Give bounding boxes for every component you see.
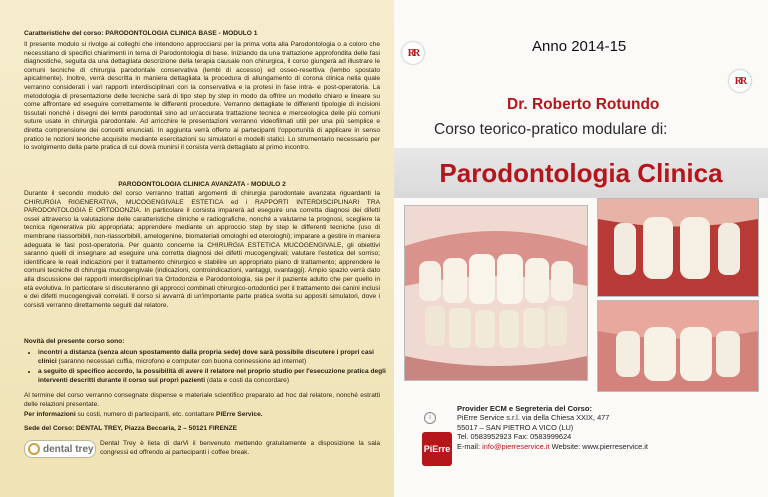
list-item: • a seguito di specifico accordo, la possibilità di avere il relatore nel proprio studio per l'esecuzione pratica degli interventi descritti durante il corso sui propri pazienti (data e costi da concordare)	[38, 368, 388, 385]
title-banner	[394, 148, 768, 198]
module2-heading: PARODONTOLOGIA CLINICA AVANZATA - MODULO 2	[118, 181, 286, 188]
list-item: • incontri a distanza (senza alcun spostamento dalla propria sede) dove sarà possibile discutere i propri casi clinici (saranno necessari cuffia, microfono e computer con buona connessione ad internet)	[38, 349, 388, 366]
doctor-name: Dr. Roberto Rotundo	[507, 96, 660, 113]
module2-description: Durante il secondo modulo del corso verranno trattati argomenti di chirurgia parodontale avanzata riguardanti la CHIRURGIA RIGENERATIVA, MUCOGENGIVALE ESTETICA ed i RAPPORTI INTERDISCIPLINARI TRA PARODONTOLOGIA E ORTODONZIA. In particolare il corsista imparerà ad eseguire una corretta diagnosi dei difetti ossei attraverso la valutazione delle caratteristiche cliniche e radiografiche, nonché a valutarne la prognosi, scegliere la tecnica rigenerativa più appropriata; apprendere mediante un approccio step by step le differenti tecniche (uso di membrane riassorbibili, non-riassorbibili, amelogenine, biomateriali omologhi ed eterologhi); imparare a gestire in maniera adeguata le fasi post-operatoria. Per quanto concerne la CHIRURGIA ESTETICA MUCOGENGIVALE, gli obiettivi saranno quelli di insegnare ad eseguire una corretta diagnosi dei difetti mucogengivali; valutare l'estetica del sorriso; identificare le reali indicazioni per il trattamento chirurgico e stabilire un appropriato piano di trattamento; apprendere le comuni tecniche di chirurgia mucogengivale (indicazioni, controindicazioni, vantaggi, svantaggi). Ampio spazio verrà dato alla discussione dei rapporti interdisciplinari tra Ortodonzia e Parodontologia, sia per il paziente adulto che per quello in età evolutiva. In particolare si discuteranno gli approcci combinati chirurgico-ortodontici per il trattamento dei canini inclusi e dei difetti mucogengivali correlati. Il corso si avvarrà di un'importante parte pratica svolta su appositi simulatori, dove i corsisti verranno direttamente seguiti dal relatore.	[24, 190, 380, 309]
teeth-photo-2	[597, 198, 759, 297]
pierre-service-logo: PiErre	[422, 432, 452, 466]
teeth-photo-2-image	[598, 199, 758, 296]
course-title: Parodontologia Clinica	[439, 157, 723, 188]
provider-block	[457, 404, 648, 451]
provider-phone: Tel. 0583952923 Fax: 0583999624	[457, 432, 572, 442]
novita-heading: Novità del presente corso sono:	[24, 338, 125, 345]
provider-address-2: 55017 – SAN PIETRO A VICO (LU)	[457, 422, 574, 432]
course-subtitle: Corso teorico-pratico modulare di:	[434, 121, 668, 138]
materials-note: Al termine del corso verranno consegnate dispense e materiale scientifico preparato ad hoc dal relatore, nonché estratti delle relazioni presentate.	[24, 392, 380, 408]
rr-logo-icon: RR	[402, 42, 424, 64]
teeth-photo-1-image	[405, 206, 587, 380]
provider-address-1: PiErre Service s.r.l. via della Chiesa XXIX, 477	[457, 413, 610, 423]
info-icon: i	[424, 412, 436, 424]
module1-description: Il presente modulo si rivolge ai colleghi che intendono approcciarsi per la prima volta alla Parodontologia o a coloro che necessitano di specifici chiarimenti in tema di Parodontologia di base. Iniziando da una trattazione approfondita delle fasi diagnostiche, seguita da una dettagliata descrizione della terapia causale non chirurgica, il corso giungerà ad illustrare le comuni tecniche di chirurgia parodontale conservativa (lembi di accesso) ed osseo-resettiva (lembo spostato apicalmente). Inoltre, verrà descritta in maniera dettagliata la procedura di allungamento di corona clinica nella quale verranno considerati i vari rapporti interdisciplinari con la conservativa e la protesi in fase intra- e post-operatoria. La metodologia di presentazione delle tecniche sarà di tipo step by step in modo da offrire un modello chiaro e lineare su come affrontare ed eseguire correttamente le differenti procedure. Verranno dettagliate le differenti tipologie di incisioni tissutali nonché i disegni dei lembi parodontali sino ad un'accurata trattazione tecnica e merceologica delle più comuni suture usate in chirurgia parodontale. Ad arricchire le presentazioni verranno videofilmati utili per una più semplice e diretta comprensione dei concetti enunciati. In aggiunta verrà offerto ai partecipanti l'opportunità di applicare in senso pratico le nozioni teoriche acquisite mediante esercitazioni su simulatori e modelli statici. Lo strumentario necessario per lo svolgimento della parte pratica di cui dovrà munirsi il corsista verrà dettagliato al primo incontro.	[24, 41, 380, 152]
teeth-photo-3	[597, 300, 759, 392]
email-label: E-mail:	[457, 441, 483, 451]
info-line: Per informazioni su costi, numero di partecipanti, etc. contattare PiErre Service.	[24, 411, 263, 418]
sede-line: Sede del Corso: DENTAL TREY, Piazza Beccaria, 2 – 50121 FIRENZE	[24, 425, 238, 432]
teeth-photo-3-image	[598, 301, 758, 391]
course-heading-module1: Caratteristiche del corso: PARODONTOLOGIA CLINICA BASE - MODULO 1	[24, 30, 258, 37]
dental-trey-note: Dental Trey è lieta di darVi il benvenuto mettendo gratuitamente a disposizione la sala congressi ed offrendo ai partecipanti i coffee break.	[100, 440, 380, 456]
email-link[interactable]: info@pierreservice.it	[482, 441, 550, 451]
right-panel	[394, 0, 768, 497]
dental-trey-logo: dental trey	[24, 440, 96, 458]
dental-trey-icon	[28, 443, 40, 455]
website-text[interactable]: Website: www.pierreservice.it	[549, 441, 648, 451]
novita-list	[30, 349, 388, 387]
year-label: Anno 2014-15	[532, 38, 627, 55]
provider-heading: Provider ECM e Segreteria del Corso:	[457, 404, 593, 413]
rr-logo-icon: RR	[729, 70, 751, 92]
teeth-photo-1	[404, 205, 588, 381]
